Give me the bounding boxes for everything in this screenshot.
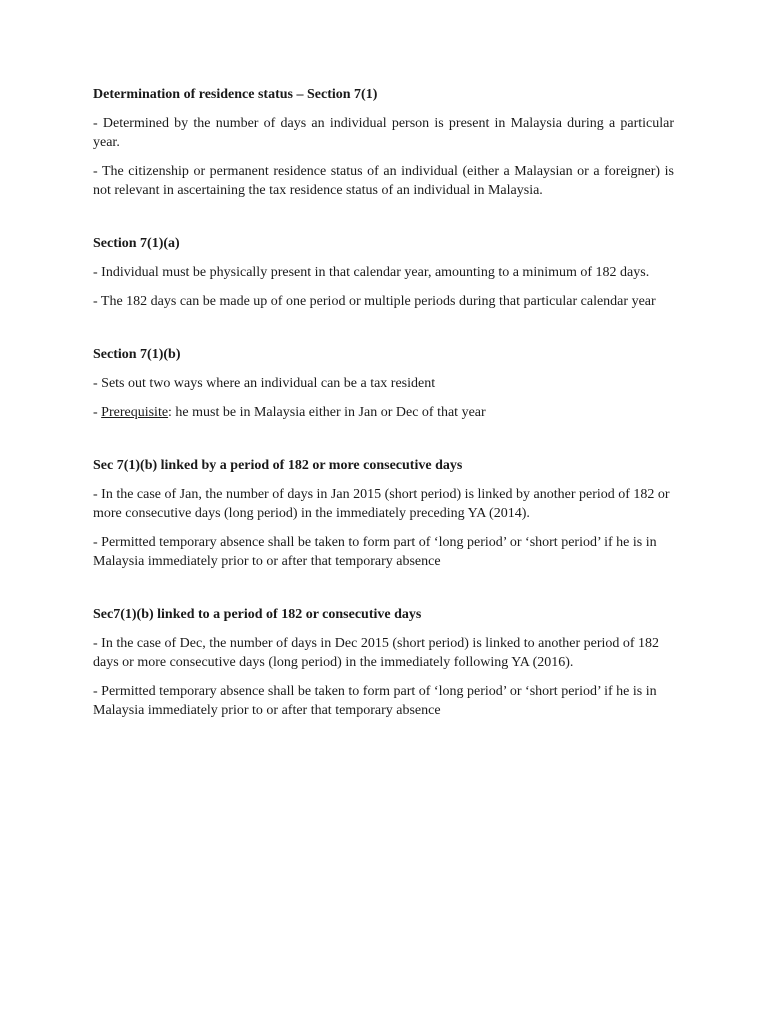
section-heading: Section 7(1)(a) bbox=[93, 236, 180, 251]
section-7-1-b bbox=[93, 345, 674, 422]
section-linked-by-period bbox=[93, 456, 674, 571]
section-linked-to-period bbox=[93, 605, 674, 720]
document-page bbox=[93, 85, 674, 730]
paragraph: - Permitted temporary absence shall be taken to form part of ‘long period’ or ‘short period’ if he is in Malaysia immediately prior to or after that temporary absence bbox=[93, 535, 657, 569]
prerequisite-label: Prerequisite bbox=[101, 405, 169, 420]
section-determination bbox=[93, 85, 674, 200]
section-7-1-a bbox=[93, 234, 674, 311]
paragraph: - In the case of Dec, the number of days in Dec 2015 (short period) is linked to another period of 182 days or more consecutive days (long period) in the immediately following YA (2016). bbox=[93, 636, 660, 670]
section-heading: Section 7(1)(b) bbox=[93, 347, 181, 362]
prerequisite-prefix: - bbox=[93, 405, 102, 420]
prerequisite-text: : he must be in Malaysia either in Jan or Dec of that year bbox=[168, 405, 486, 420]
section-heading: Determination of residence status – Section 7(1) bbox=[93, 87, 378, 102]
paragraph: - Sets out two ways where an individual can be a tax resident bbox=[93, 376, 436, 391]
section-heading: Sec 7(1)(b) linked by a period of 182 or more consecutive days bbox=[93, 458, 463, 473]
paragraph: - Permitted temporary absence shall be taken to form part of ‘long period’ or ‘short period’ if he is in Malaysia immediately prior to or after that temporary absence bbox=[93, 684, 657, 718]
paragraph: - Individual must be physically present in that calendar year, amounting to a minimum of 182 days. bbox=[93, 265, 650, 280]
prerequisite-paragraph bbox=[93, 403, 674, 422]
paragraph: - In the case of Jan, the number of days in Jan 2015 (short period) is linked by another period of 182 or more consecutive days (long period) in the immediately preceding YA (2014). bbox=[93, 487, 670, 521]
paragraph: - Determined by the number of days an individual person is present in Malaysia during a particular year. bbox=[93, 116, 674, 150]
paragraph: - The citizenship or permanent residence status of an individual (either a Malaysian or a foreigner) is not relevant in ascertaining the tax residence status of an individual in Malaysia. bbox=[93, 164, 674, 198]
paragraph: - The 182 days can be made up of one period or multiple periods during that particular calendar year bbox=[93, 294, 656, 309]
section-heading: Sec7(1)(b) linked to a period of 182 or consecutive days bbox=[93, 607, 422, 622]
